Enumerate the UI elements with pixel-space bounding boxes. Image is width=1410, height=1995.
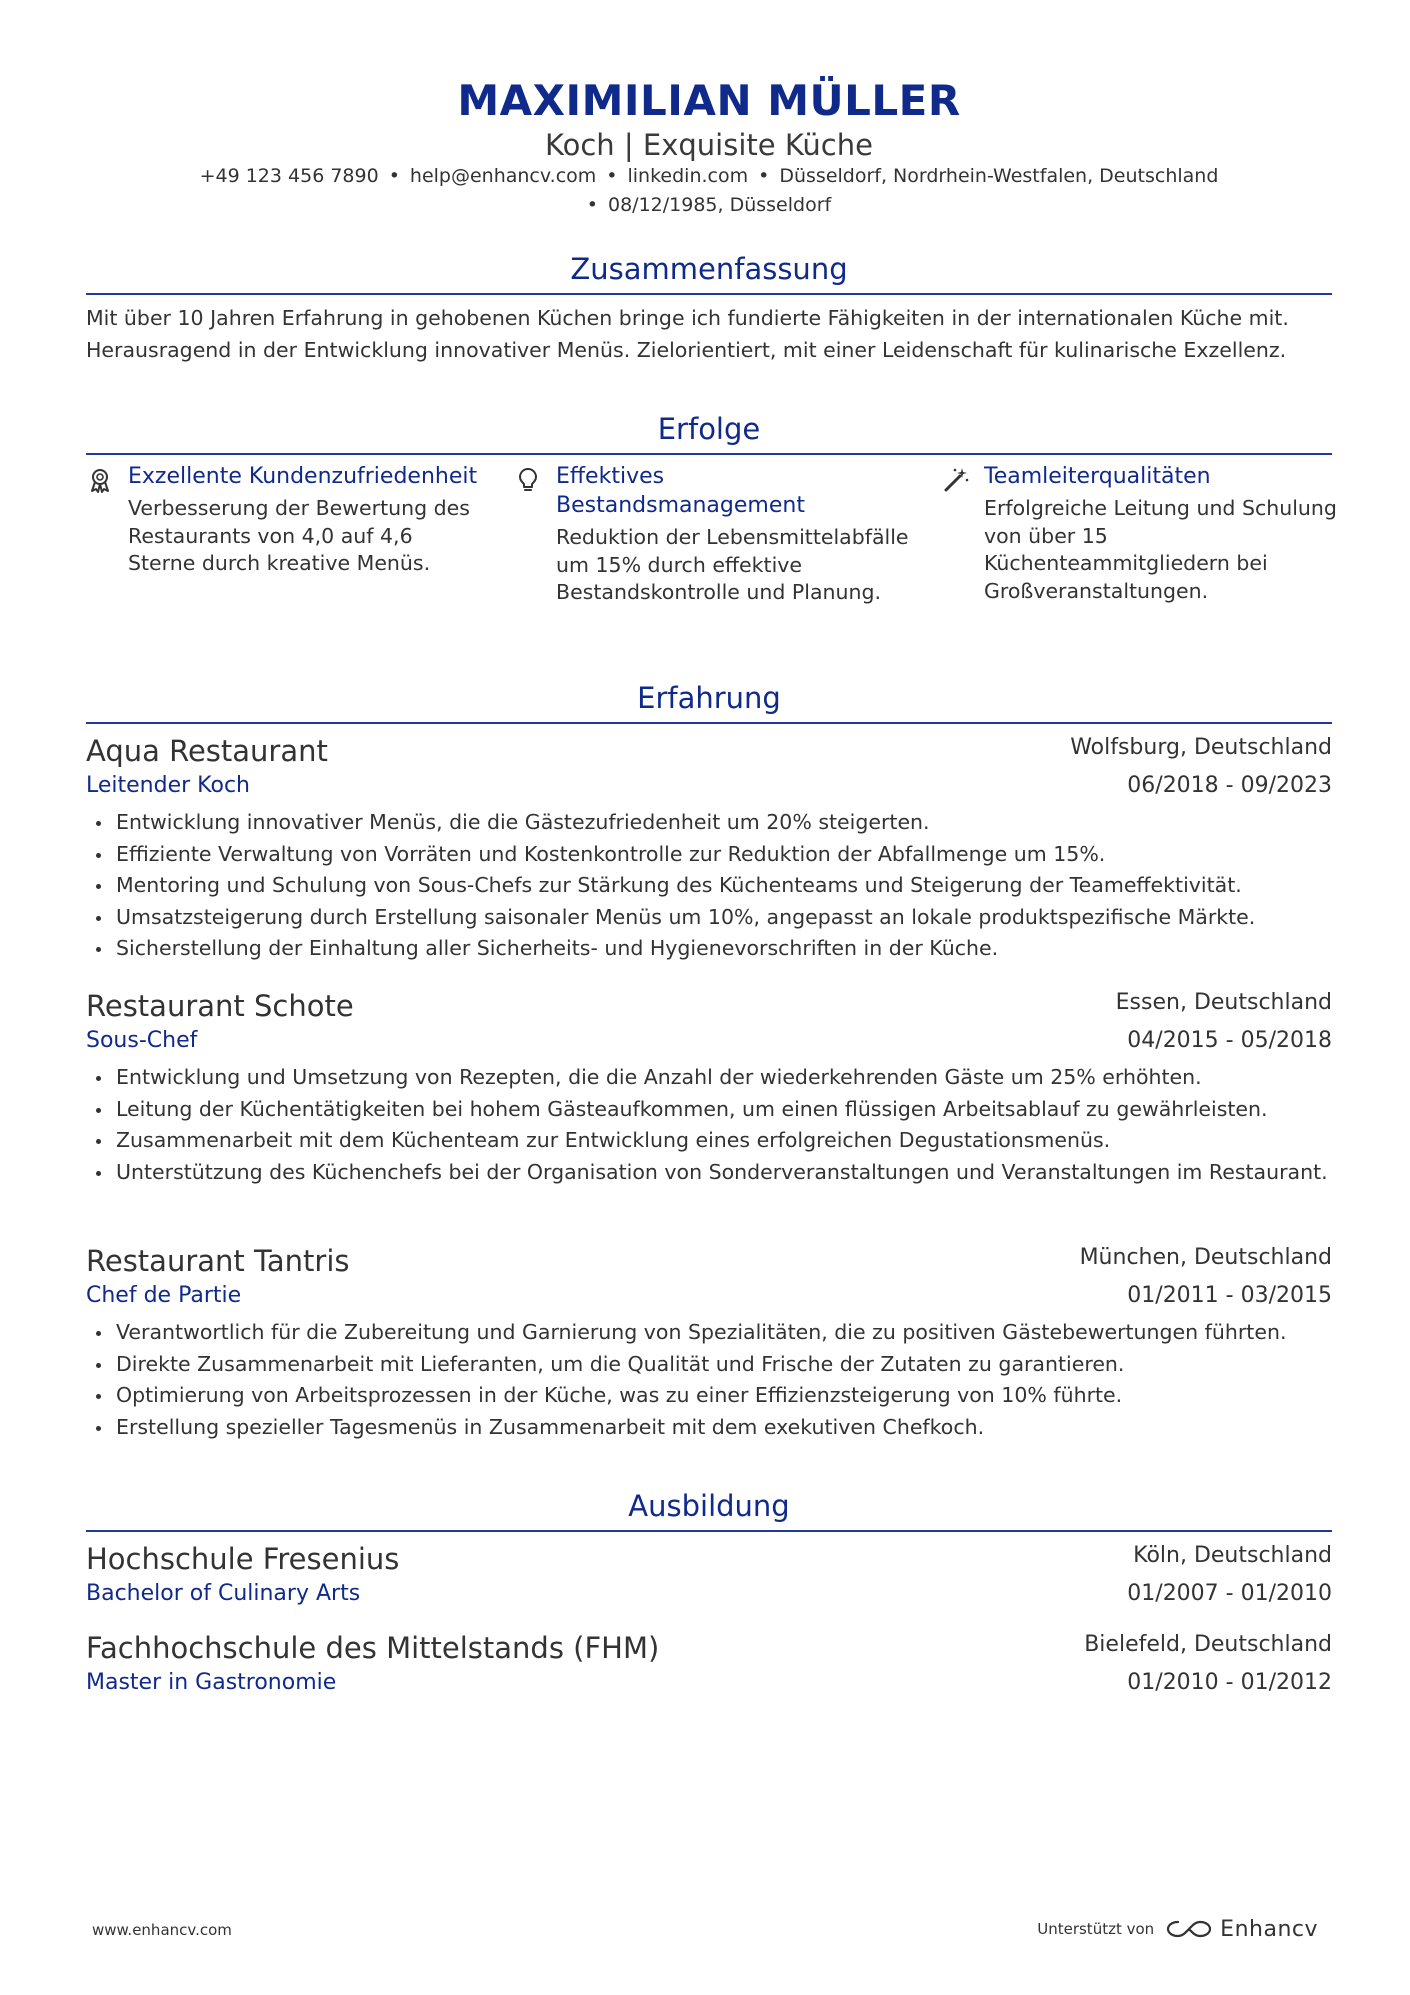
- bullet-item: Leitung der Küchentätigkeiten bei hohem Gästeaufkommen, um einen flüssigen Arbeitsablauf zu gewährleisten.: [86, 1094, 1332, 1126]
- bullet-item: Entwicklung innovativer Menüs, die die Gästezufriedenheit um 20% steigerten.: [86, 807, 1332, 839]
- employer-name: Restaurant Schote: [86, 989, 354, 1023]
- job-title: Chef de Partie: [86, 1283, 242, 1308]
- separator-dot: •: [606, 165, 618, 187]
- achievement-text: Erfolgreiche Leitung und Schulung von über 15 Küchenteammitgliedern bei Großveranstaltungen.: [984, 496, 1337, 603]
- achievement-title: Teamleiterqualitäten: [984, 464, 1211, 489]
- bullet-item: Erstellung spezieller Tagesmenüs in Zusammenarbeit mit dem exekutiven Chefkoch.: [86, 1412, 1332, 1444]
- section-title-summary: Zusammenfassung: [570, 252, 848, 286]
- section-title-experience: Erfahrung: [637, 681, 781, 715]
- employer-location: München, Deutschland: [1079, 1245, 1332, 1270]
- school-location: Bielefeld, Deutschland: [1084, 1632, 1332, 1657]
- candidate-name: MAXIMILIAN MÜLLER: [457, 76, 961, 125]
- job-dates: 01/2011 - 03/2015: [1127, 1283, 1332, 1308]
- education-dates: 01/2010 - 01/2012: [1127, 1670, 1332, 1695]
- summary-text: Mit über 10 Jahren Erfahrung in gehobenen Küchen bringe ich fundierte Fähigkeiten in der internationalen Küche mit. Herausragend in der Entwicklung innovativer Menüs. Zielorientiert, mit einer Leidenschaft für kulinarische Exzellenz.: [86, 306, 1289, 362]
- contact-line-2: [86, 190, 1332, 220]
- location: Düsseldorf, Nordrhein-Westfalen, Deutschland: [779, 165, 1219, 187]
- bullet-item: Zusammenarbeit mit dem Küchenteam zur Entwicklung eines erfolgreichen Degustationsmenüs.: [86, 1125, 1332, 1157]
- employer-name: Aqua Restaurant: [86, 734, 328, 768]
- school-name: Hochschule Fresenius: [86, 1542, 400, 1576]
- employer-location: Essen, Deutschland: [1115, 990, 1332, 1015]
- employer-location: Wolfsburg, Deutschland: [1070, 735, 1332, 760]
- phone: +49 123 456 7890: [199, 165, 379, 187]
- bullet-item: Mentoring und Schulung von Sous-Chefs zur Stärkung des Küchenteams und Steigerung der Teameffektivität.: [86, 870, 1332, 902]
- footer-website[interactable]: www.enhancv.com: [92, 1921, 232, 1939]
- achievement-item: [514, 462, 914, 607]
- lightbulb-icon: [514, 466, 542, 494]
- bullet-item: Effiziente Verwaltung von Vorräten und Kostenkontrolle zur Reduktion der Abfallmenge um 15%.: [86, 839, 1332, 871]
- job-title: Leitender Koch: [86, 773, 250, 798]
- bullet-item: Unterstützung des Küchenchefs bei der Organisation von Sonderveranstaltungen und Veranstaltungen im Restaurant.: [86, 1157, 1332, 1189]
- section-divider: [86, 453, 1332, 455]
- job-title: Sous-Chef: [86, 1028, 198, 1053]
- section-title-education: Ausbildung: [628, 1489, 790, 1523]
- school-name: Fachhochschule des Mittelstands (FHM): [86, 1631, 660, 1665]
- separator-dot: •: [758, 165, 770, 187]
- bullet-item: Entwicklung und Umsetzung von Rezepten, die die Anzahl der wiederkehrenden Gäste um 25% erhöhten.: [86, 1062, 1332, 1094]
- linkedin-link[interactable]: linkedin.com: [627, 165, 749, 187]
- enhancv-logo-icon: [1166, 1917, 1212, 1941]
- powered-by-label: Unterstützt von: [1037, 1920, 1155, 1938]
- footer-branding: [1037, 1914, 1318, 1944]
- achievement-title: Exzellente Kundenzufriedenheit: [128, 464, 478, 489]
- job-dates: 04/2015 - 05/2018: [1127, 1028, 1332, 1053]
- magic-wand-icon: [942, 466, 970, 494]
- candidate-subtitle: Koch | Exquisite Küche: [545, 128, 873, 162]
- section-title-achievements: Erfolge: [657, 412, 761, 446]
- bullet-item: Direkte Zusammenarbeit mit Lieferanten, um die Qualität und Frische der Zutaten zu garantieren.: [86, 1349, 1332, 1381]
- bullet-item: Verantwortlich für die Zubereitung und Garnierung von Spezialitäten, die zu positiven Gästebewertungen führten.: [86, 1317, 1332, 1349]
- separator-dot: •: [586, 194, 598, 216]
- contact-line: [86, 161, 1332, 191]
- achievement-text: Reduktion der Lebensmittelabfälle um 15% durch effektive Bestandskontrolle und Planung.: [556, 525, 909, 604]
- achievement-item: [86, 462, 486, 578]
- bullet-list: [86, 1062, 1332, 1188]
- degree: Master in Gastronomie: [86, 1670, 337, 1695]
- bullet-item: Sicherstellung der Einhaltung aller Sicherheits- und Hygienevorschriften in der Küche.: [86, 933, 1332, 965]
- bullet-item: Umsatzsteigerung durch Erstellung saisonaler Menüs um 10%, angepasst an lokale produktspezifische Märkte.: [86, 902, 1332, 934]
- award-icon: [86, 466, 114, 494]
- school-location: Köln, Deutschland: [1133, 1543, 1332, 1568]
- bullet-list: [86, 1317, 1332, 1443]
- job-dates: 06/2018 - 09/2023: [1127, 773, 1332, 798]
- email-link[interactable]: help@enhancv.com: [409, 165, 597, 187]
- separator-dot: •: [388, 165, 400, 187]
- education-dates: 01/2007 - 01/2010: [1127, 1581, 1332, 1606]
- achievement-text: Verbesserung der Bewertung des Restaurants von 4,0 auf 4,6 Sterne durch kreative Menüs.: [128, 496, 470, 575]
- bullet-item: Optimierung von Arbeitsprozessen in der Küche, was zu einer Effizienzsteigerung von 10% führte.: [86, 1380, 1332, 1412]
- achievement-title: Effektives Bestandsmanagement: [556, 464, 805, 518]
- achievement-item: [942, 462, 1342, 605]
- brand-name: Enhancv: [1220, 1916, 1318, 1942]
- employer-name: Restaurant Tantris: [86, 1244, 350, 1278]
- birth-info: 08/12/1985, Düsseldorf: [608, 194, 832, 216]
- section-divider: [86, 293, 1332, 295]
- section-divider: [86, 722, 1332, 724]
- bullet-list: [86, 807, 1332, 965]
- degree: Bachelor of Culinary Arts: [86, 1581, 361, 1606]
- section-divider: [86, 1530, 1332, 1532]
